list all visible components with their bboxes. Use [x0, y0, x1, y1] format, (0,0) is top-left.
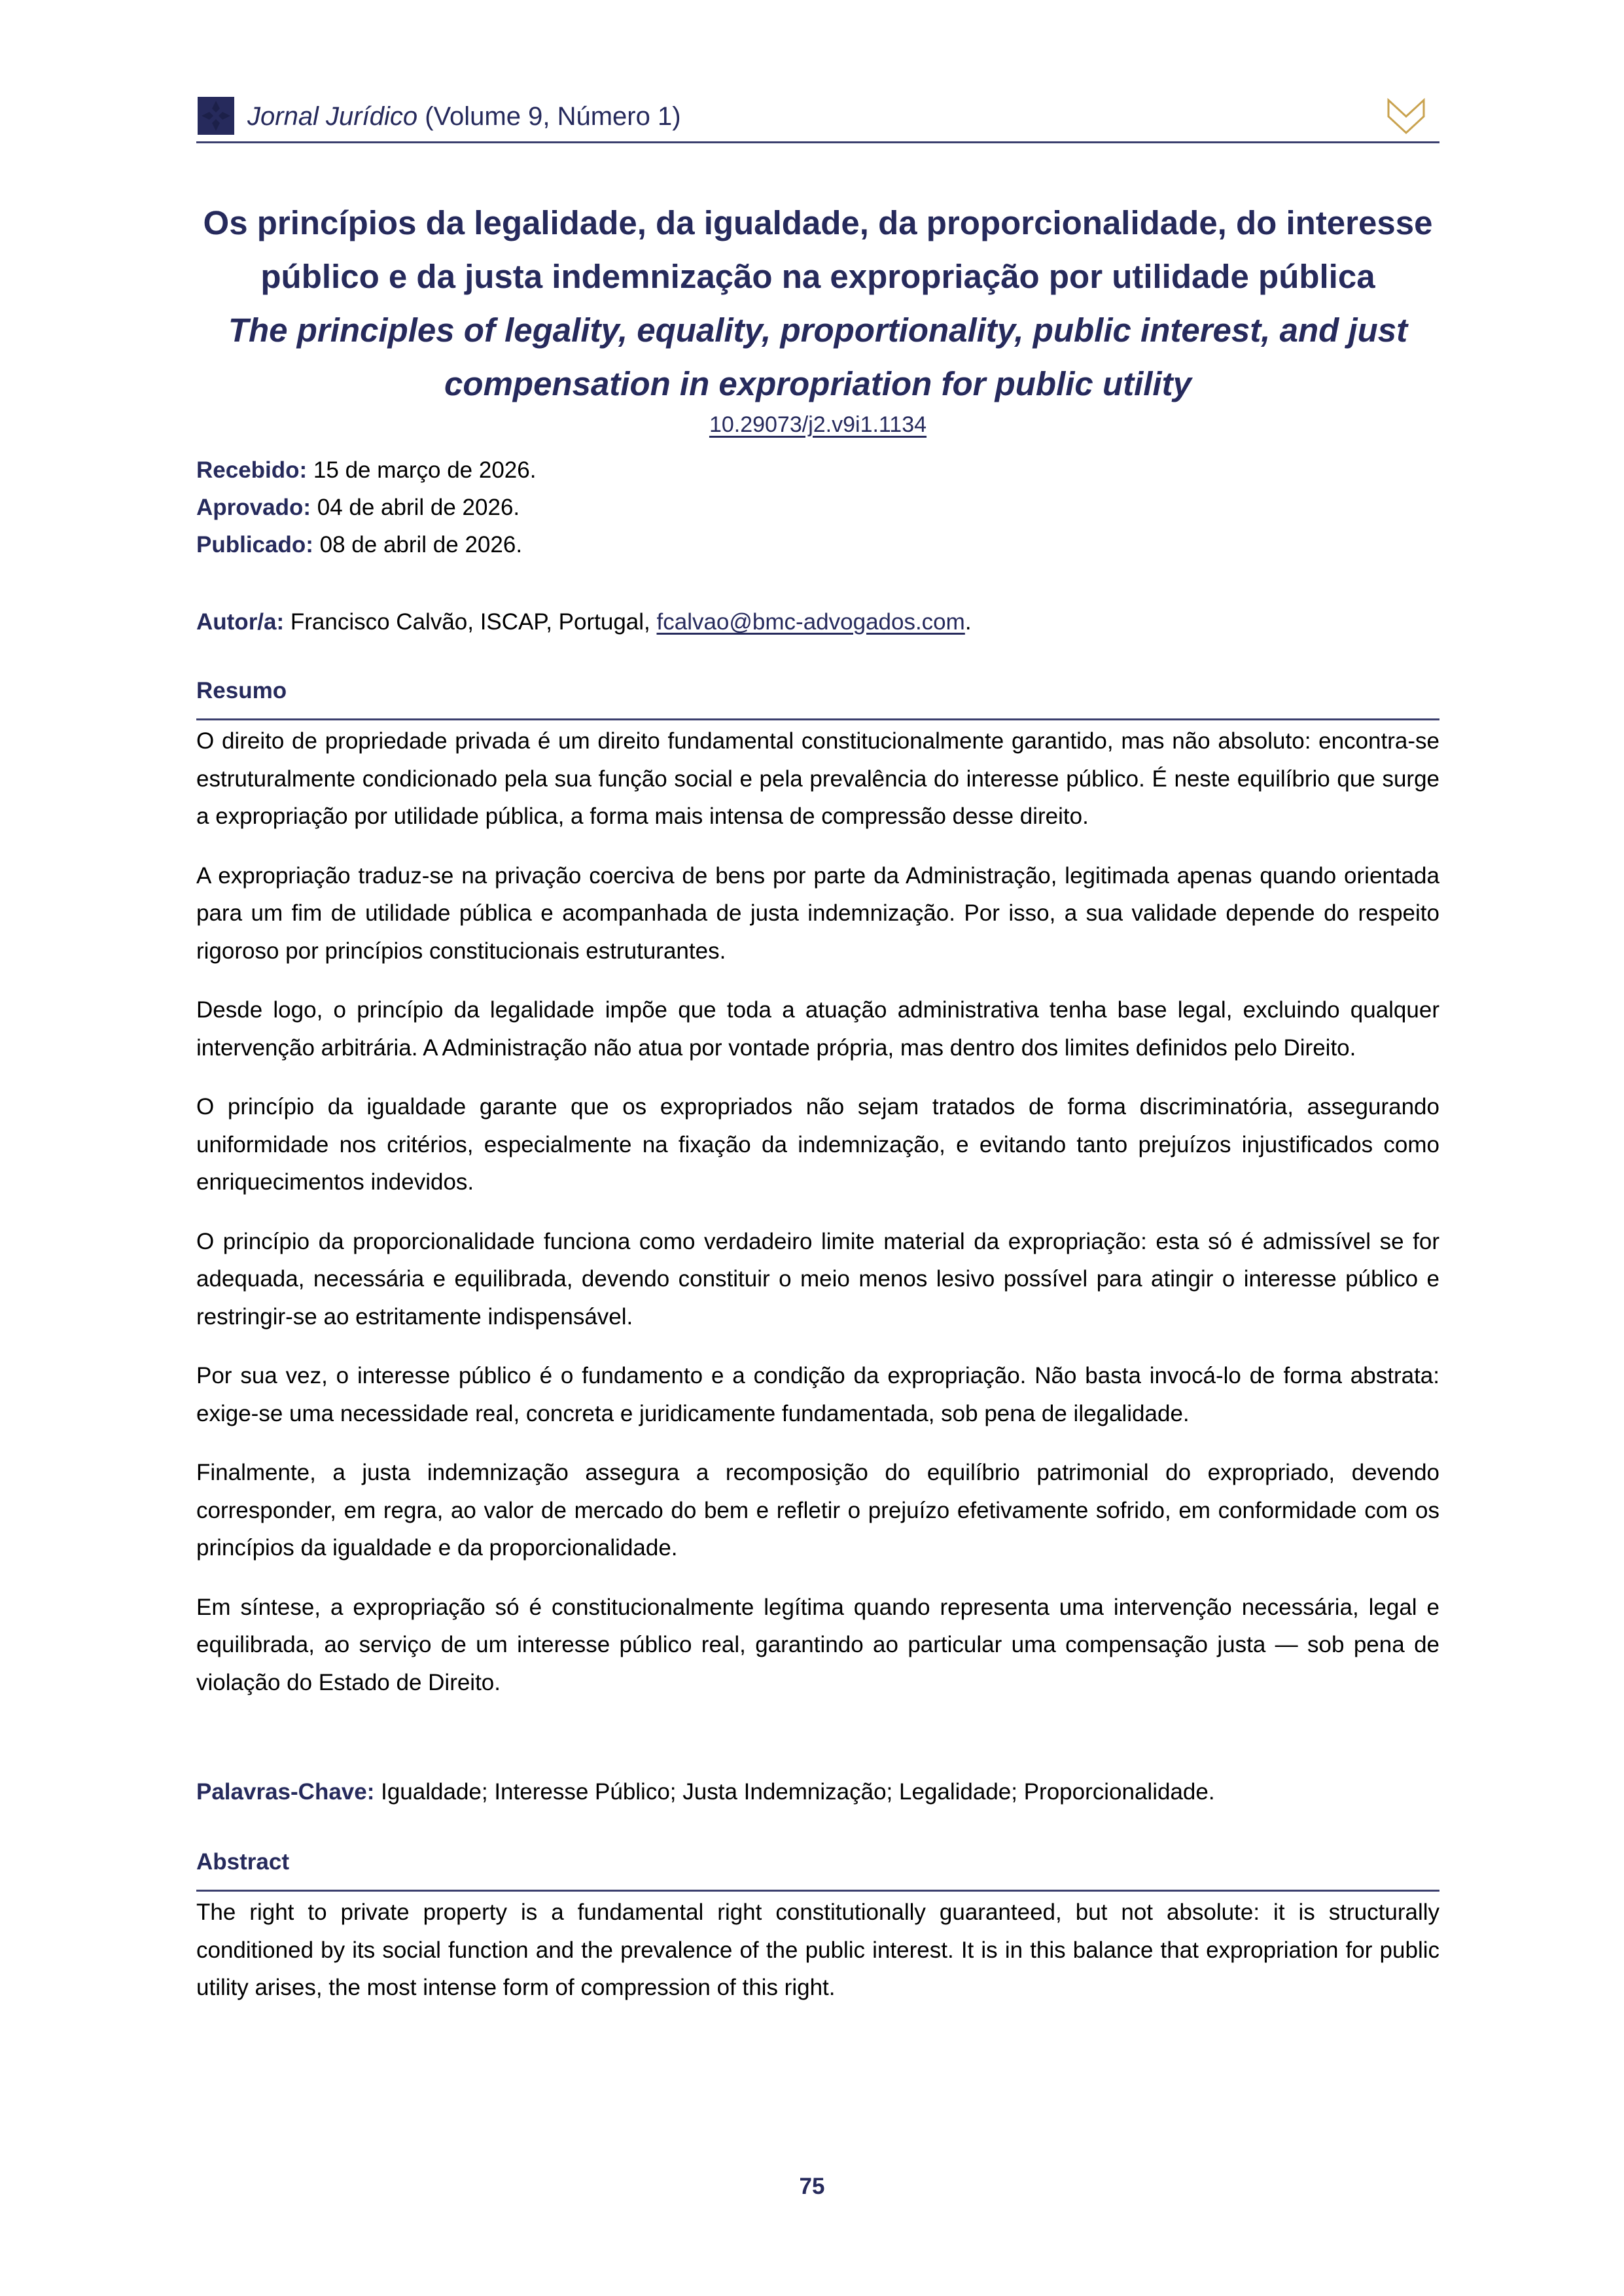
- article-title-pt: Os princípios da legalidade, da igualdade, da proporcionalidade, do interesse público e da justa indemnização na expropriação por utilidade pública: [203, 204, 1433, 295]
- resumo-paragraph: Em síntese, a expropriação só é constitucionalmente legítima quando representa uma intervenção necessária, legal e equilibrada, ao serviço de um interesse público real, garantindo ao particular uma compensação justa — sob pena de violação do Estado de Direito.: [196, 1594, 1439, 1695]
- article-dates: [196, 451, 536, 563]
- resumo-body: [196, 722, 1439, 1723]
- keywords-list: Igualdade; Interesse Público; Justa Indemnização; Legalidade; Proporcionalidade.: [374, 1779, 1215, 1805]
- author-label: Autor/a:: [196, 609, 285, 635]
- header-divider: [196, 141, 1439, 143]
- resumo-paragraph: Finalmente, a justa indemnização assegura a recomposição do equilíbrio patrimonial do expropriado, devendo corresponder, em regra, ao valor de mercado do bem e refletir o prejuízo efetivamente sofrido, em conformidade com os princípios da igualdade e da proporcionalidade.: [196, 1460, 1439, 1561]
- resumo-paragraph: Por sua vez, o interesse público é o fundamento e a condição da expropriação. Não basta invocá-lo de forma abstrata: exige-se uma necessidade real, concreta e juridicamente fundamentada, sob pena de ilegalidade.: [196, 1363, 1439, 1426]
- resumo-paragraph: O princípio da proporcionalidade funciona como verdadeiro limite material da expropriação: esta só é admissível se for adequada, necessária e equilibrada, devendo constituir o meio menos lesivo possível para atingir o interesse público e restringir-se ao estritamente indispensável.: [196, 1228, 1439, 1330]
- resumo-divider: [196, 718, 1439, 720]
- date-received: Recebido: 15 de março de 2026.: [196, 457, 537, 483]
- resumo-heading: Resumo: [196, 678, 287, 703]
- abstract-heading: Abstract: [196, 1849, 289, 1875]
- journal-name: Jornal Jurídico: [247, 102, 418, 131]
- chevron-down-outline-icon: [1386, 97, 1426, 136]
- date-approved: Aprovado: 04 de abril de 2026.: [196, 495, 520, 520]
- journal-title: [247, 98, 681, 135]
- keywords-label: Palavras-Chave:: [196, 1779, 375, 1805]
- page-number: 75: [799, 2174, 825, 2199]
- author-info: Francisco Calvão, ISCAP, Portugal,: [284, 609, 657, 635]
- doi-link[interactable]: 10.29073/j2.v9i1.1134: [709, 412, 927, 437]
- journal-logo-icon: [198, 97, 234, 135]
- resumo-paragraph: O direito de propriedade privada é um direito fundamental constitucionalmente garantido, mas não absoluto: encontra-se estruturalmente condicionado pela sua função social e pela prevalência do interesse público. É neste equilíbrio que surge a expropriação por utilidade pública, a forma mais intensa de compressão desse direito.: [196, 728, 1439, 829]
- abstract-paragraph: The right to private property is a fundamental right constitutionally guaranteed, but not absolute: it is structurally conditioned by its social function and the prevalence of the public interest. It is in this balance that expropriation for public utility arises, the most intense form of compression of this right.: [196, 1899, 1439, 2000]
- resumo-paragraph: O princípio da igualdade garante que os expropriados não sejam tratados de forma discriminatória, assegurando uniformidade nos critérios, especialmente na fixação da indemnização, e evitando tanto prejuízos injustificados como enriquecimentos indevidos.: [196, 1094, 1439, 1195]
- author-line: Autor/a: Francisco Calvão, ISCAP, Portugal, fcalvao@bmc-advogados.com.: [196, 609, 972, 635]
- article-title-en: The principles of legality, equality, proportionality, public interest, and just compensation in expropriation for public utility: [228, 311, 1408, 402]
- date-published: Publicado: 08 de abril de 2026.: [196, 532, 523, 557]
- resumo-paragraph: A expropriação traduz-se na privação coerciva de bens por parte da Administração, legitimada apenas quando orientada para um fim de utilidade pública e acompanhada de justa indemnização. Por isso, a sua validade depende do respeito rigoroso por princípios constitucionais estruturantes.: [196, 862, 1439, 964]
- journal-header: [196, 96, 1439, 143]
- author-email-link[interactable]: fcalvao@bmc-advogados.com: [656, 609, 965, 635]
- abstract-body: [196, 1894, 1439, 2028]
- resumo-paragraph: Desde logo, o princípio da legalidade impõe que toda a atuação administrativa tenha base legal, excluindo qualquer intervenção arbitrária. A Administração não atua por vontade própria, mas dentro dos limites definidos pelo Direito.: [196, 997, 1439, 1061]
- journal-issue: (Volume 9, Número 1): [417, 102, 681, 131]
- article-title-block: [196, 196, 1439, 438]
- keywords-line: [196, 1773, 1215, 1810]
- abstract-divider: [196, 1890, 1439, 1892]
